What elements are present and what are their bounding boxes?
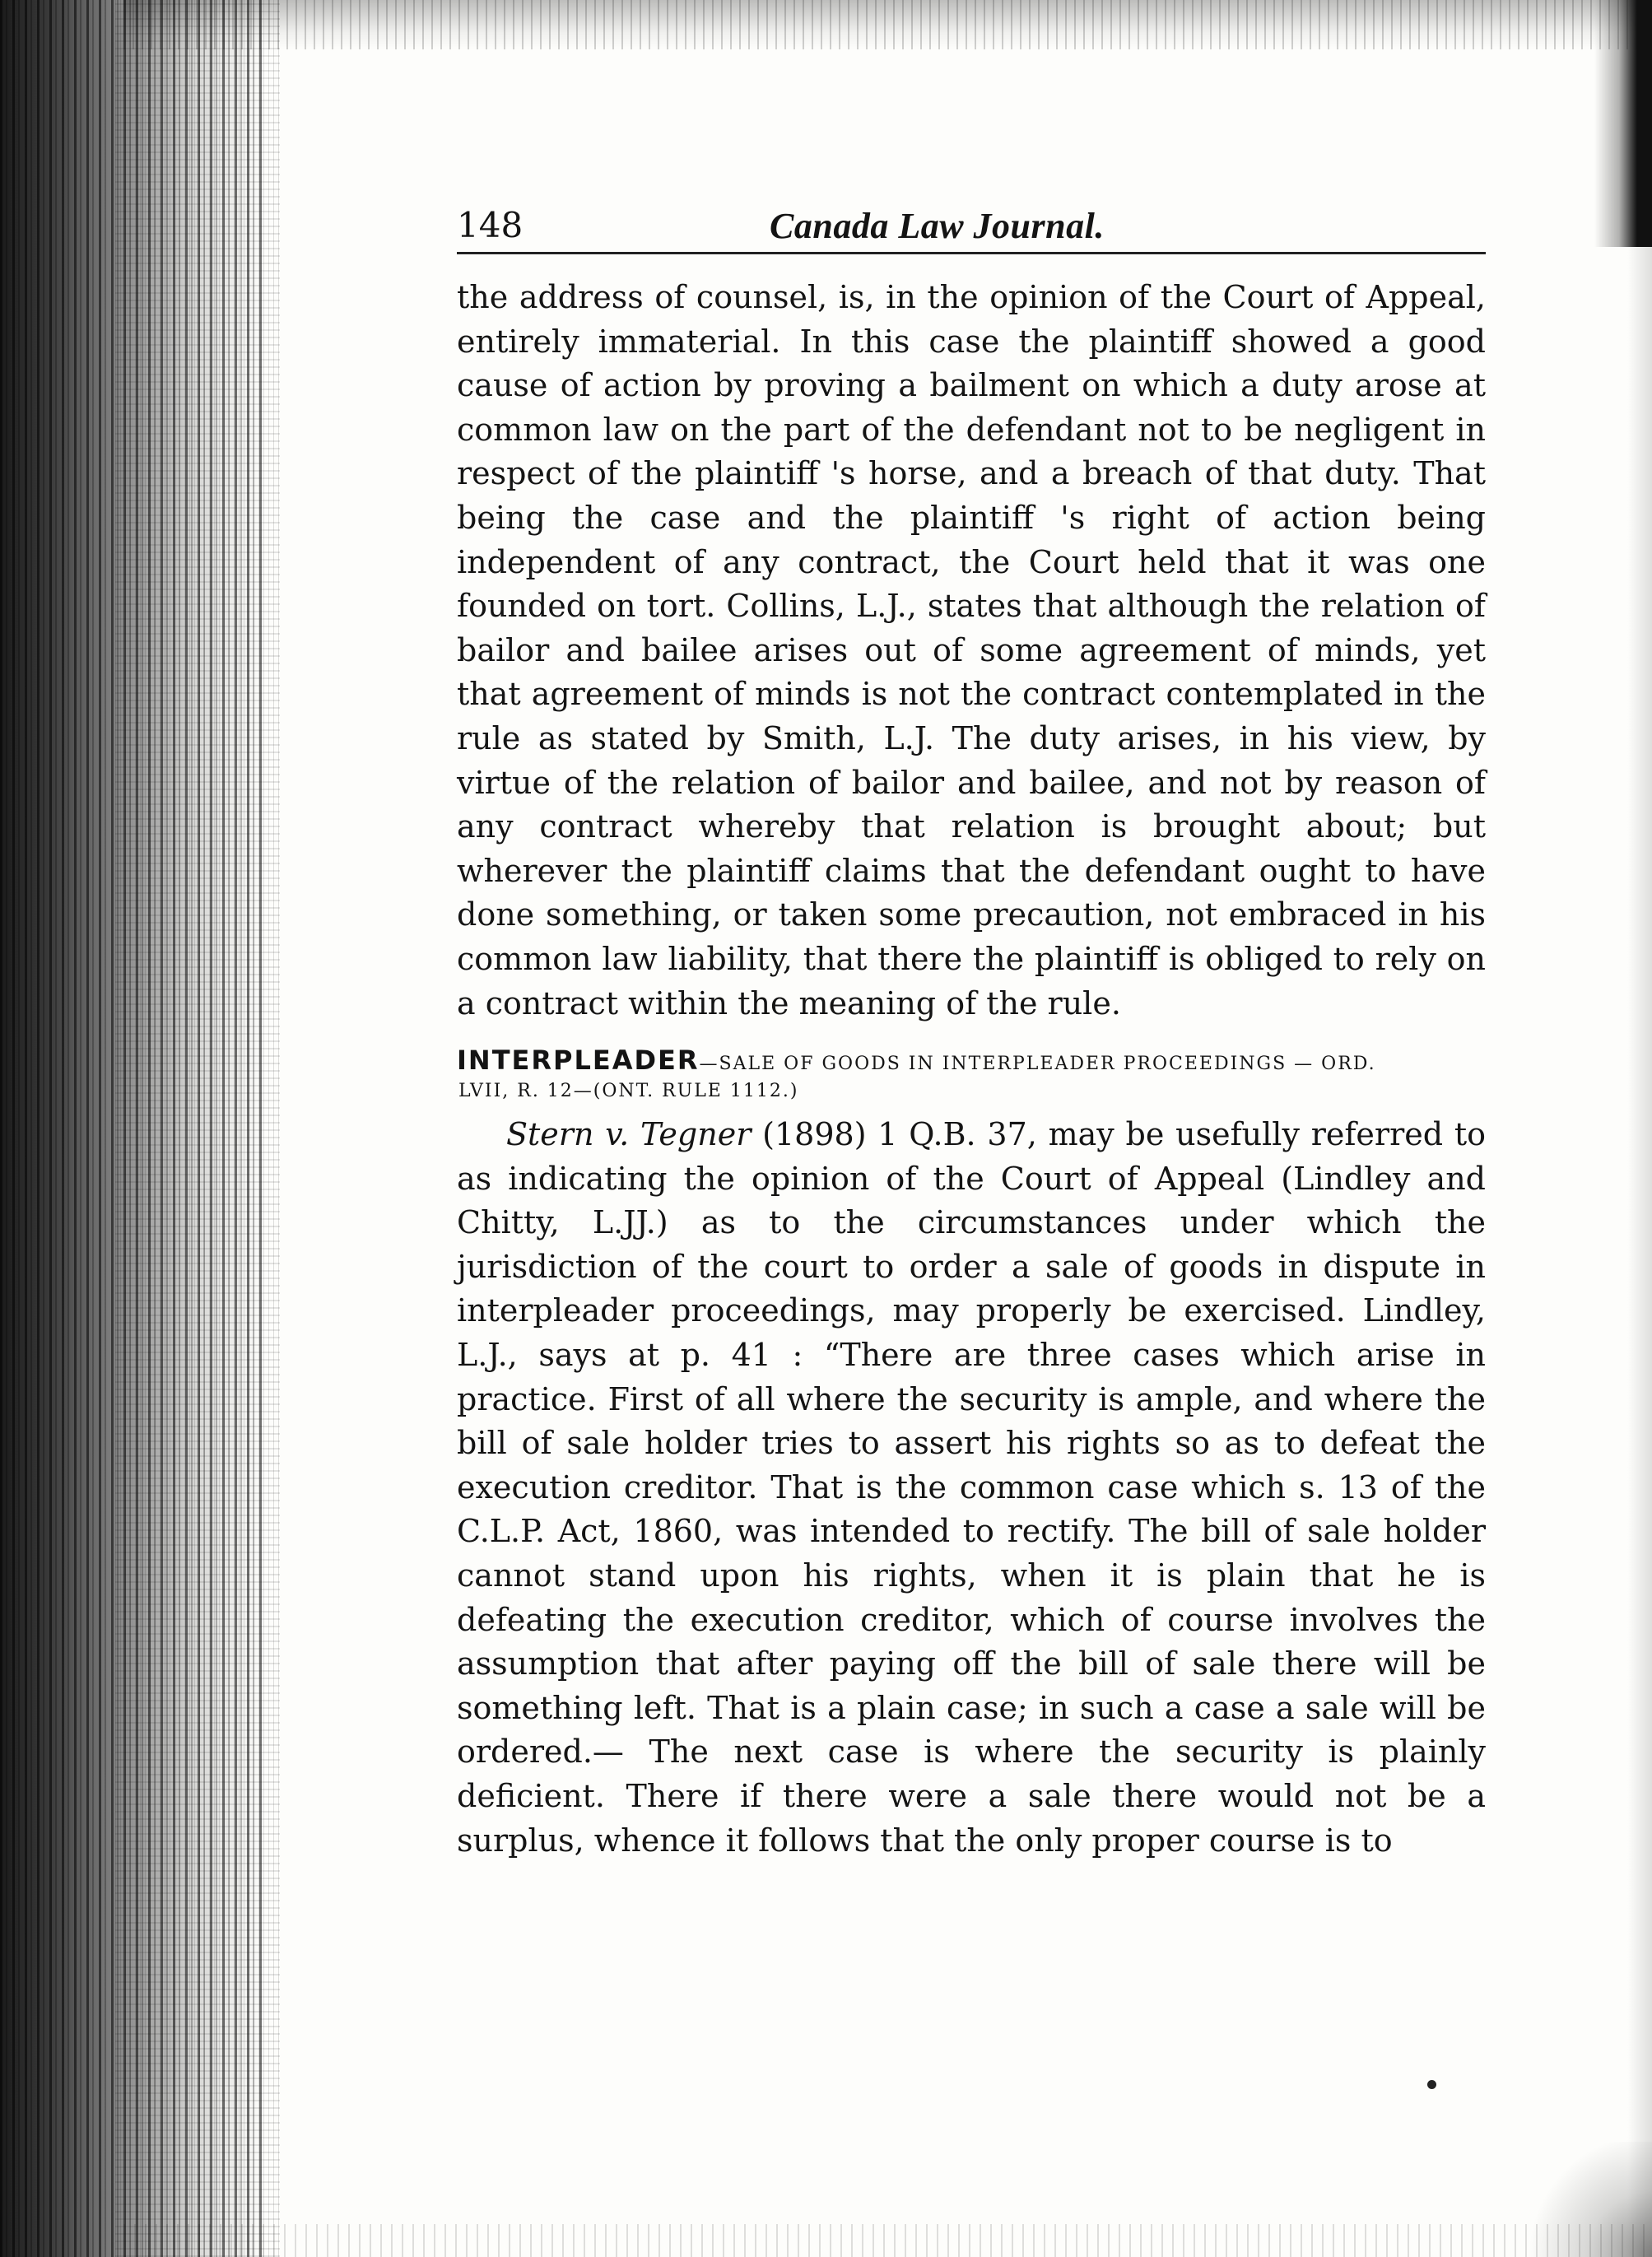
paragraph-1: the address of counsel, is, in the opinion of the Court of Appeal, entirely immaterial. In this case the plaintiff showed a good cause of action by proving a bailment on which a duty arose at common law on the part of the defendant not to be negligent in respect of the plaintiff 's horse, and a breach of that duty. That being the case and the plaintiff 's right of action being independent of any contract, the Court held that it was one founded on tort. Collins, L.J., states that although the relation of bailor and bailee arises out of some agreement of minds, yet that agreement of minds is not the contract contemplated in the rule as stated by Smith, L.J. The duty arises, in his view, by virtue of the relation of bailor and bailee, and not by reason of any contract whereby that relation is brought about; but wherever the plaintiff claims that the defendant ought to have done something, or taken some precaution, not embraced in his common law liability, that there the plaintiff is obliged to rely on a contract within the meaning of the rule. xyxy=(457,279,1486,1021)
scan-bottom-edge xyxy=(123,2224,1652,2257)
section-heading-line-2: LVII, R. 12—(ONT. RULE 1112.) xyxy=(458,1081,799,1102)
paragraph-2 xyxy=(457,1113,1486,1863)
paragraph-2-text: (1898) 1 Q.B. 37, may be usefully referred to as indicating the opinion of the Court of Appeal (Lindley and Chitty, L.JJ.) as to the circumstances under which the jurisdiction of the court to order a sale of goods in dispute in interpleader proceedings, may properly be exercised. Lindley, L.J., says at p. 41 : “There are three cases which arise in practice. First of all where the security is ample, and where the bill of sale holder tries to assert his rights so as to defeat the execution creditor. That is the common case which s. 13 of the C.L.P. Act, 1860, was intended to rectify. The bill of sale holder cannot stand upon his rights, when it is plain that he is defeating the execution creditor, which of course involves the assumption that after paying off the bill of sale there will be something left. That is a plain case; in such a case a sale will be ordered.— The next case is where the security is plainly deficient. There if there were a sale there would not be a surplus, whence it follows that the only proper course is to xyxy=(457,1116,1486,1859)
ink-speck xyxy=(1427,2080,1436,2089)
scan-top-right-corner xyxy=(1594,0,1652,247)
scan-binding-texture xyxy=(115,0,280,2257)
running-head xyxy=(457,198,1486,254)
scan-bottom-right-corner xyxy=(1520,2142,1652,2257)
section-heading-line-1 xyxy=(457,1047,1486,1077)
page-number: 148 xyxy=(457,205,524,245)
section-heading-subtitle: —SALE OF GOODS IN INTERPLEADER PROCEEDINGS — ORD. xyxy=(699,1054,1376,1075)
case-name: Stern v. Tegner xyxy=(506,1116,752,1153)
page-content xyxy=(457,198,1486,1863)
section-heading xyxy=(457,1047,1486,1105)
scan-right-edge xyxy=(1627,0,1652,2257)
journal-title: Canada Law Journal. xyxy=(770,206,1105,246)
scan-top-edge xyxy=(123,0,1652,49)
section-heading-title: INTERPLEADER xyxy=(457,1045,700,1077)
